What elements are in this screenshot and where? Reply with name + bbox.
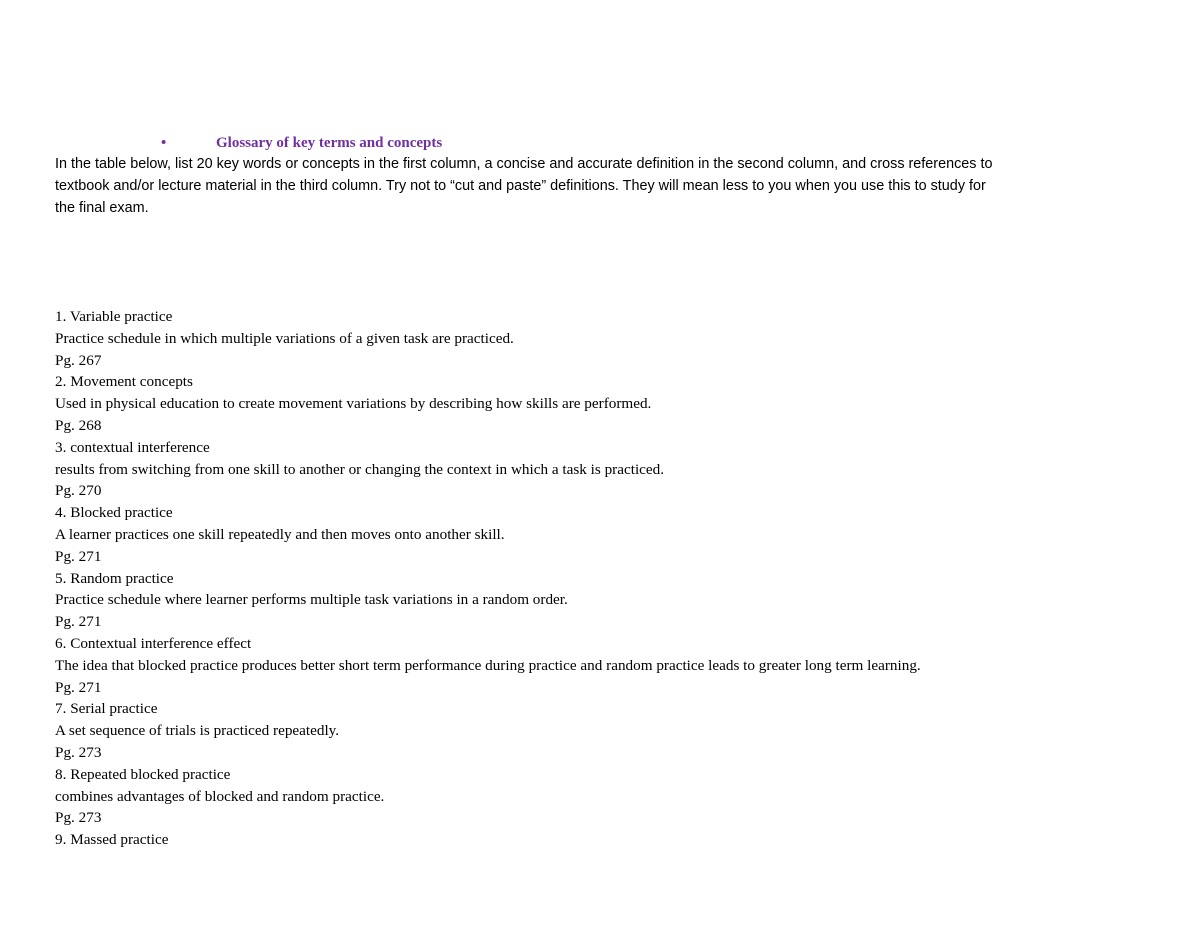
instructions-line: textbook and/or lecture material in the third column. Try not to “cut and paste” definitions. They will mean less to you when you use this to study for <box>55 178 986 194</box>
entry-term: 3. contextual interference <box>55 438 210 456</box>
entry-reference: Pg. 268 <box>55 416 102 434</box>
entry-term: 5. Random practice <box>55 569 174 587</box>
entry-term: 8. Repeated blocked practice <box>55 765 231 783</box>
glossary-entry <box>55 633 1175 698</box>
bullet-glyph: • <box>161 135 167 151</box>
glossary-entry <box>55 698 1175 763</box>
entry-reference: Pg. 270 <box>55 482 102 500</box>
glossary-list <box>55 306 1175 851</box>
glossary-entry <box>55 829 1175 851</box>
entry-reference: Pg. 273 <box>55 743 102 761</box>
section-heading <box>0 132 1200 154</box>
entry-term: 9. Massed practice <box>55 831 169 849</box>
instructions-line: In the table below, list 20 key words or concepts in the first column, a concise and accurate definition in the second column, and cross references to <box>55 156 993 172</box>
entry-term: 7. Serial practice <box>55 700 158 718</box>
entry-definition: The idea that blocked practice produces better short term performance during practice and random practice leads to greater long term learning. <box>55 656 921 674</box>
entry-term: 4. Blocked practice <box>55 504 173 522</box>
glossary-entry <box>55 371 1175 436</box>
entry-definition: A set sequence of trials is practiced repeatedly. <box>55 722 340 740</box>
glossary-entry <box>55 568 1175 633</box>
entry-definition: results from switching from one skill to another or changing the context in which a task is practiced. <box>55 460 665 478</box>
glossary-entry <box>55 306 1175 371</box>
entry-reference: Pg. 273 <box>55 809 102 827</box>
entry-definition: Used in physical education to create movement variations by describing how skills are performed. <box>55 395 652 413</box>
section-title: Glossary of key terms and concepts <box>216 135 443 151</box>
entry-term: 2. Movement concepts <box>55 373 193 391</box>
entry-term: 6. Contextual interference effect <box>55 634 252 652</box>
entry-definition: A learner practices one skill repeatedly and then moves onto another skill. <box>55 525 505 543</box>
entry-definition: Practice schedule where learner performs multiple task variations in a random order. <box>55 591 568 609</box>
entry-reference: Pg. 271 <box>55 678 102 696</box>
glossary-entry <box>55 764 1175 829</box>
entry-definition: combines advantages of blocked and random practice. <box>55 787 385 805</box>
instructions-paragraph <box>55 153 1155 219</box>
glossary-entry <box>55 437 1175 502</box>
entry-definition: Practice schedule in which multiple variations of a given task are practiced. <box>55 329 514 347</box>
entry-reference: Pg. 271 <box>55 613 102 631</box>
entry-reference: Pg. 271 <box>55 547 102 565</box>
instructions-line: the final exam. <box>55 200 149 216</box>
entry-reference: Pg. 267 <box>55 351 102 369</box>
glossary-entry <box>55 502 1175 567</box>
entry-term: 1. Variable practice <box>55 308 173 325</box>
